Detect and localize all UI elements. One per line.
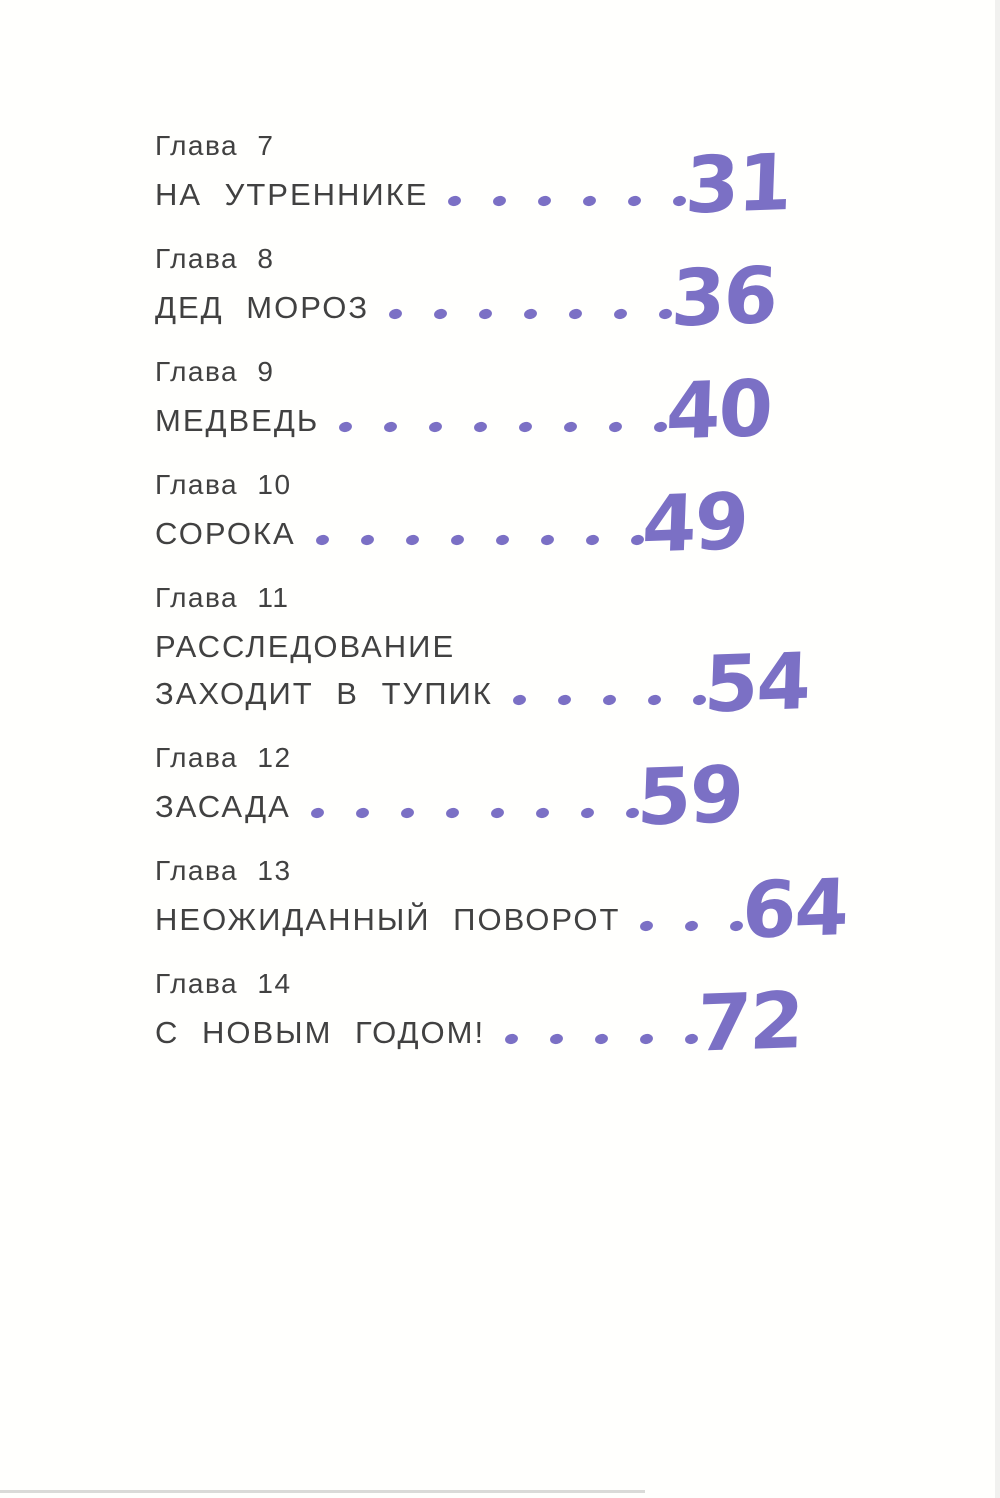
leader-dot (504, 1033, 519, 1045)
dot-leader (389, 309, 672, 319)
dot-leader (316, 535, 644, 545)
page-number-value: 59 (635, 750, 744, 844)
toc-entry (155, 469, 749, 571)
leader-dot (405, 534, 420, 546)
leader-dot (628, 195, 643, 207)
leader-dot (310, 807, 325, 819)
chapter-title: СОРОКА (155, 516, 296, 551)
toc-entry (155, 968, 804, 1070)
chapter-label: Глава 11 (155, 582, 290, 613)
chapter-label: Глава 14 (155, 968, 292, 999)
dot-leader (311, 808, 639, 818)
toc-entry (155, 855, 849, 957)
dot-leader (339, 422, 667, 432)
dot-leader (448, 196, 686, 206)
leader-dot (445, 807, 460, 819)
chapter-label: Глава 8 (155, 243, 275, 274)
leader-dot (613, 308, 628, 320)
chapter-label: Глава 10 (155, 469, 292, 500)
leader-dot (608, 421, 623, 433)
leader-dot (315, 534, 330, 546)
scan-edge-bottom (0, 1490, 645, 1493)
leader-dot (563, 421, 578, 433)
leader-dot (518, 421, 533, 433)
chapter-title: НА УТРЕННИКЕ (155, 177, 429, 212)
chapter-label: Глава 13 (155, 855, 292, 886)
leader-dot (523, 308, 538, 320)
leader-dot (448, 195, 463, 207)
leader-dot (594, 1033, 609, 1045)
chapter-title: ЗАСАДА (155, 789, 291, 824)
chapter-title: МЕДВЕДЬ (155, 403, 320, 438)
page-number-value: 64 (740, 863, 849, 957)
table-of-contents (155, 130, 849, 1081)
page-number (664, 364, 773, 458)
leader-dot (360, 534, 375, 546)
leader-dot (557, 694, 572, 706)
chapter-title: ЗАХОДИТ В ТУПИК (155, 676, 493, 711)
chapter-title: РАССЛЕДОВАНИЕ (155, 629, 456, 664)
leader-dot (585, 534, 600, 546)
leader-dot (450, 534, 465, 546)
toc-entry (155, 130, 792, 232)
toc-entry (155, 243, 778, 345)
page-number-value: 40 (664, 364, 773, 458)
leader-dot (602, 694, 617, 706)
page-number (669, 251, 778, 345)
scan-edge-right (995, 0, 1000, 1498)
toc-entry (155, 356, 773, 458)
leader-dot (433, 308, 448, 320)
leader-dot (639, 920, 654, 932)
page-number-value: 31 (683, 138, 792, 232)
leader-dot (568, 308, 583, 320)
page-number (695, 976, 804, 1070)
leader-dot (478, 308, 493, 320)
toc-entry (155, 582, 811, 731)
leader-dot (580, 807, 595, 819)
chapter-title: НЕОЖИДАННЫЙ ПОВОРОТ (155, 902, 621, 937)
leader-dot (355, 807, 370, 819)
leader-dot (647, 694, 662, 706)
leader-dot (388, 308, 403, 320)
page-number (740, 863, 849, 957)
chapter-label: Глава 12 (155, 742, 292, 773)
page-number (640, 477, 749, 571)
page-number (702, 637, 811, 731)
leader-dot (540, 534, 555, 546)
dot-leader (505, 1034, 698, 1044)
leader-dot (549, 1033, 564, 1045)
dot-leader (640, 921, 743, 931)
page-number-value: 54 (702, 637, 811, 731)
leader-dot (400, 807, 415, 819)
leader-dot (383, 421, 398, 433)
page-number-value: 36 (669, 251, 778, 345)
page-number (635, 750, 744, 844)
dot-leader (513, 695, 706, 705)
leader-dot (538, 195, 553, 207)
leader-dot (473, 421, 488, 433)
page-number (683, 138, 792, 232)
chapter-title: С НОВЫМ ГОДОМ! (155, 1015, 486, 1050)
leader-dot (490, 807, 505, 819)
leader-dot (495, 534, 510, 546)
leader-dot (493, 195, 508, 207)
title-line (155, 628, 723, 666)
toc-entry (155, 742, 744, 844)
leader-dot (428, 421, 443, 433)
page-number-value: 72 (695, 976, 804, 1070)
chapter-label: Глава 9 (155, 356, 275, 387)
chapter-title: ДЕД МОРОЗ (155, 290, 370, 325)
page-number-value: 49 (640, 477, 749, 571)
leader-dot (512, 694, 527, 706)
leader-dot (338, 421, 353, 433)
leader-dot (583, 195, 598, 207)
leader-dot (639, 1033, 654, 1045)
leader-dot (535, 807, 550, 819)
leader-dot (684, 920, 699, 932)
chapter-label: Глава 7 (155, 130, 275, 161)
